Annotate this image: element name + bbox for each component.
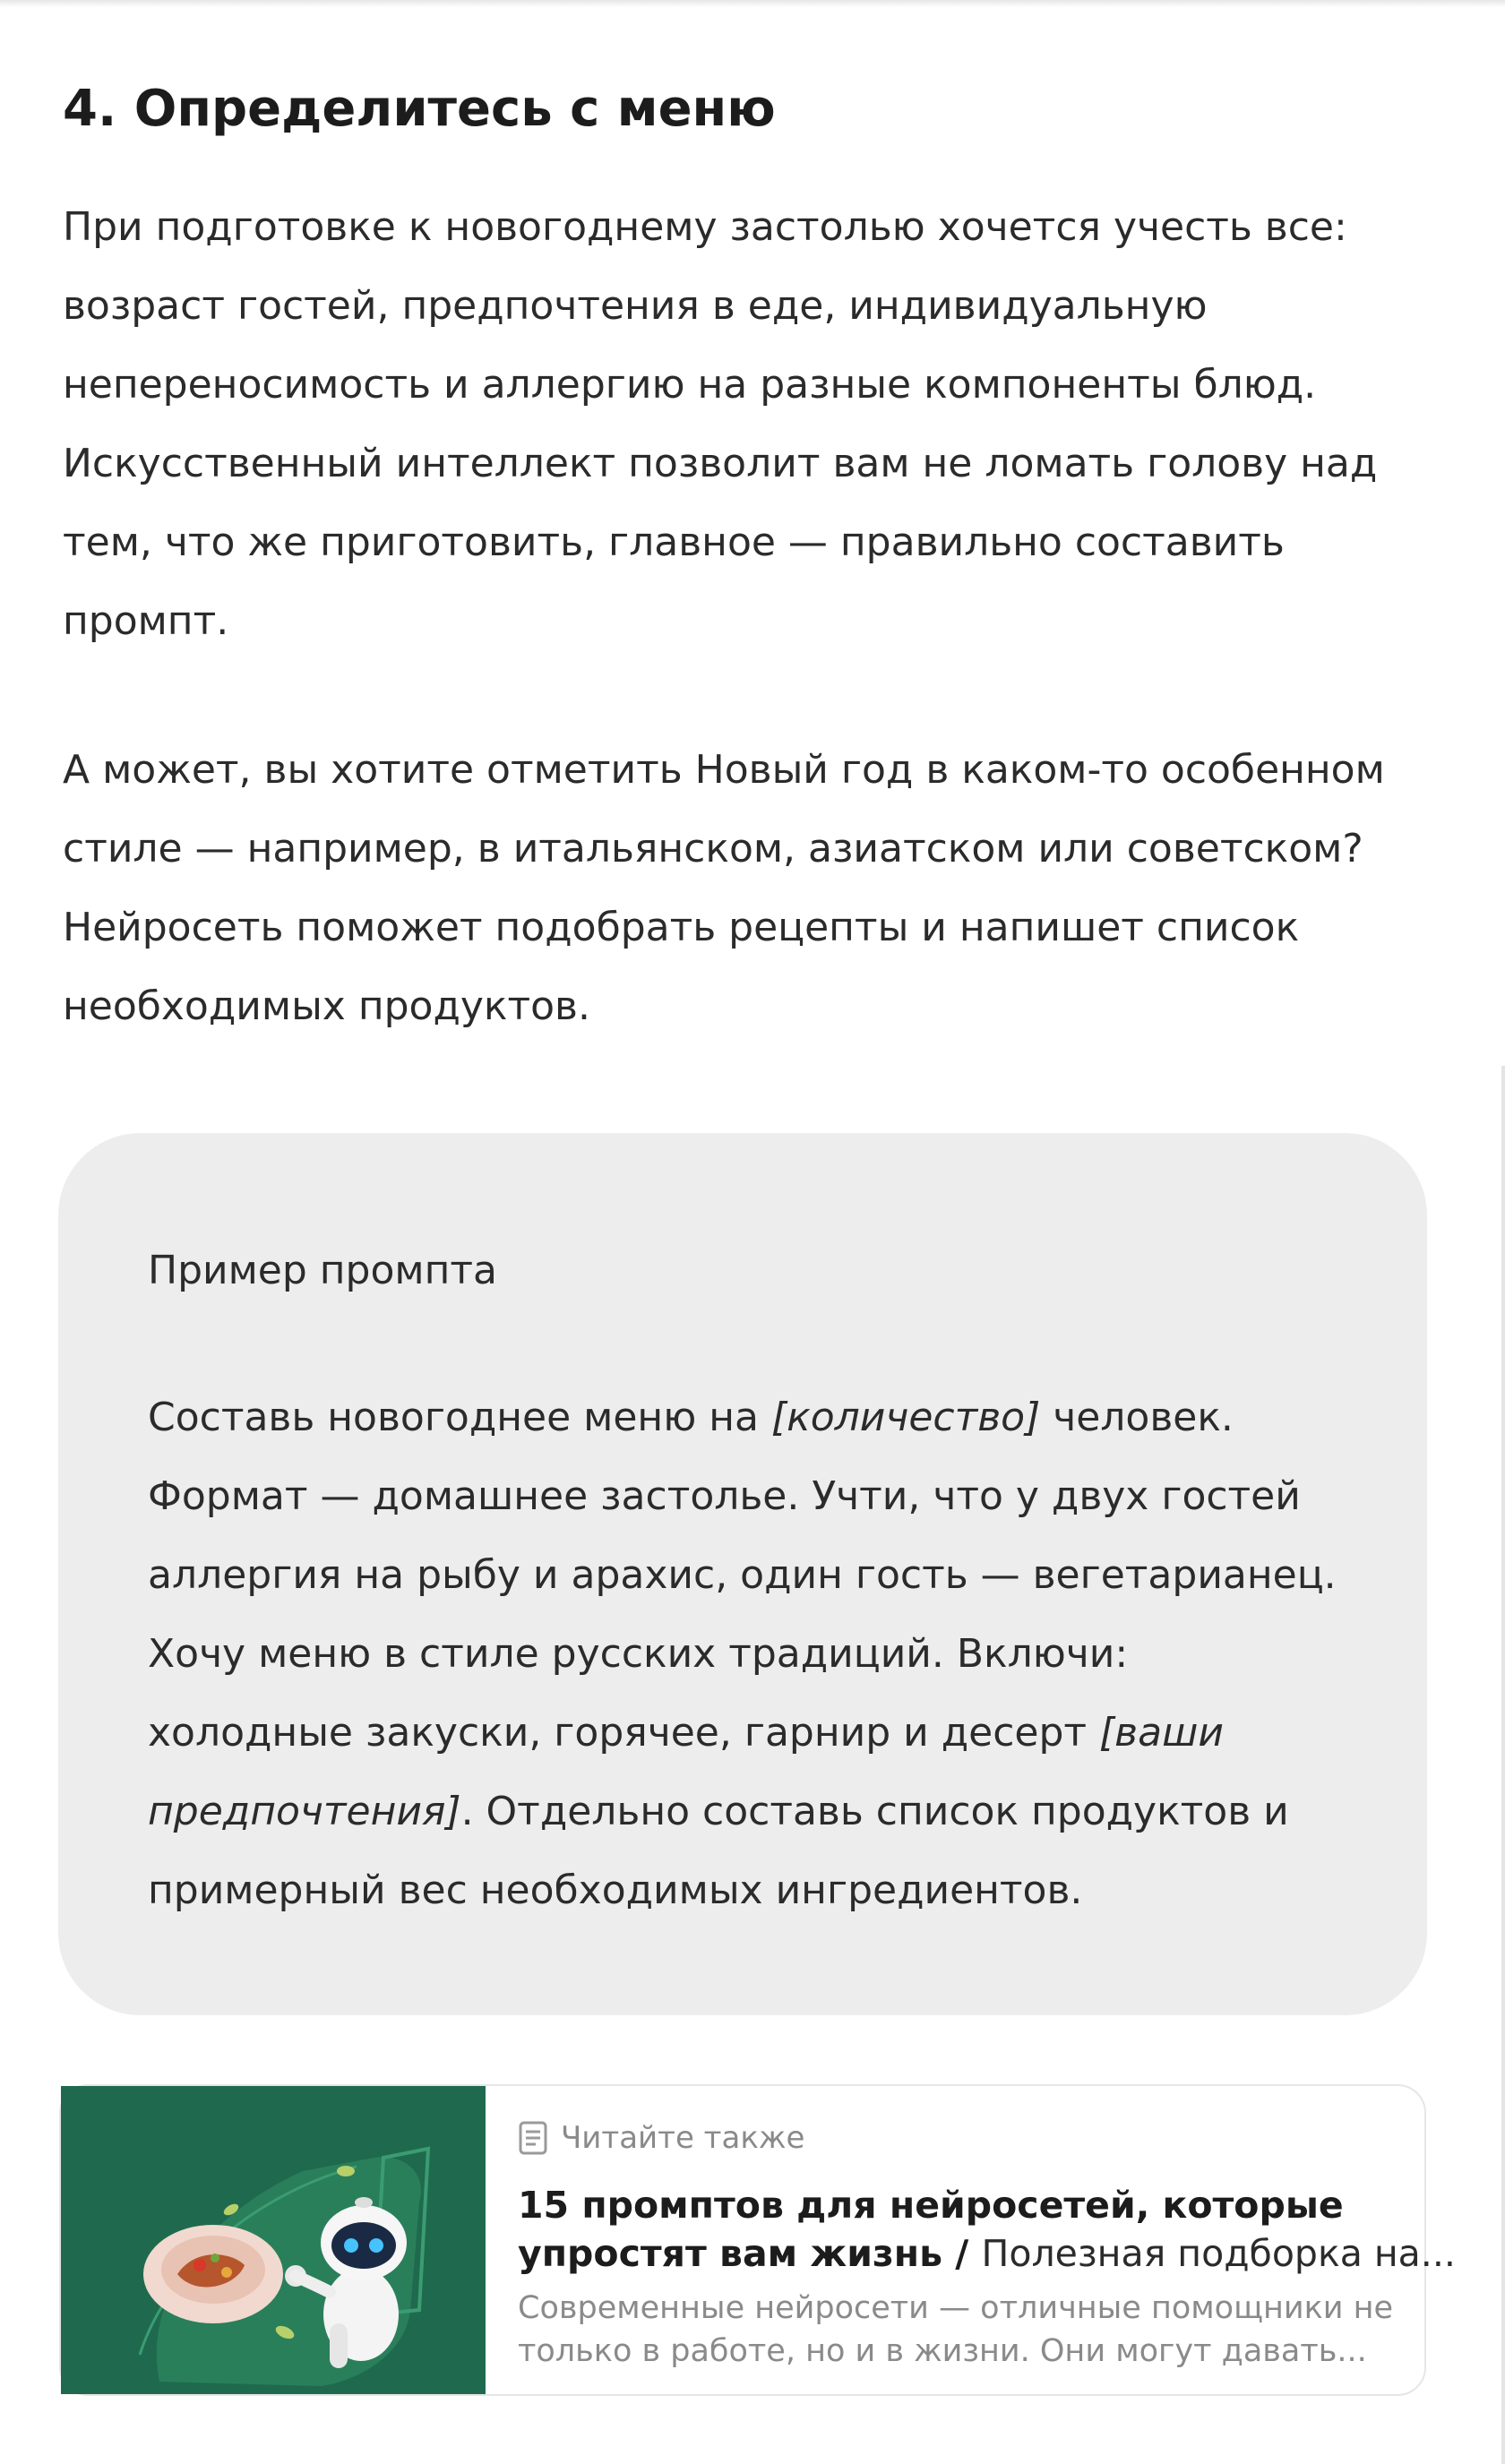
prompt-line: примерный вес необходимых ингредиентов.	[148, 1867, 1083, 1913]
prompt-example-box	[58, 1133, 1427, 2015]
prompt-line: Хочу меню в стиле русских традиций. Включи:	[148, 1631, 1129, 1677]
prompt-example-text	[148, 1378, 1337, 1930]
prompt-placeholder: [количество]	[770, 1395, 1041, 1440]
prompt-example-title: Пример промпта	[148, 1248, 497, 1293]
header-shadow	[0, 0, 1505, 7]
paragraph-style-ideas	[63, 731, 1424, 1046]
prompt-text-fragment: человек.	[1040, 1395, 1234, 1440]
title-line	[518, 2181, 1405, 2229]
related-article-description	[518, 2287, 1405, 2373]
robot-with-plate-illustration	[61, 2086, 486, 2394]
prompt-text-fragment: . Отдельно составь список продуктов и	[460, 1789, 1289, 1834]
description-line: Современные нейросети — отличные помощники не	[518, 2290, 1394, 2326]
paragraph-line: необходимых продуктов.	[63, 983, 590, 1029]
prompt-line	[148, 1773, 1337, 1851]
prompt-line: аллергия на рыбу и арахис, один гость — вегетарианец.	[148, 1552, 1337, 1598]
section-heading: 4. Определитесь с меню	[63, 80, 776, 138]
title-bold: упростят вам жизнь /	[518, 2232, 982, 2275]
related-article-title[interactable]	[518, 2181, 1456, 2278]
paragraph-line: стиле — например, в итальянском, азиатском или советском?	[63, 826, 1363, 871]
paragraph-line: промпт.	[63, 598, 229, 644]
paragraph-line: А может, вы хотите отметить Новый год в каком-то особенном	[63, 747, 1385, 793]
paragraph-line: При подготовке к новогоднему застолью хочется учесть все:	[63, 204, 1347, 250]
prompt-placeholder: предпочтения]	[148, 1789, 461, 1834]
related-article-label: Читайте также	[561, 2120, 805, 2156]
title-subtitle: Полезная подборка на...	[981, 2232, 1456, 2275]
prompt-line	[148, 1378, 1337, 1457]
title-bold: 15 промптов для нейросетей, которые	[518, 2184, 1344, 2227]
related-article-card[interactable]	[59, 2084, 1456, 2396]
prompt-text-fragment: холодные закуски, горячее, гарнир и десерт	[148, 1710, 1100, 1756]
description-line: только в работе, но и в жизни. Они могут давать...	[518, 2333, 1367, 2369]
prompt-placeholder: [ваши	[1099, 1710, 1224, 1756]
prompt-line	[148, 1694, 1337, 1773]
paragraph-line: возраст гостей, предпочтения в еде, индивидуальную	[63, 283, 1208, 329]
title-line	[518, 2229, 1456, 2278]
paragraph-line: Нейросеть поможет подобрать рецепты и напишет список	[63, 905, 1300, 950]
prompt-line: Формат — домашнее застолье. Учти, что у двух гостей	[148, 1473, 1301, 1519]
related-article-body	[518, 2086, 1456, 2394]
paragraph-line: непереносимость и аллергию на разные компоненты блюд.	[63, 362, 1317, 408]
scrollbar-track[interactable]	[1501, 1066, 1505, 2464]
prompt-text-fragment: Составь новогоднее меню на	[148, 1395, 771, 1440]
related-article-meta	[518, 2120, 804, 2156]
paragraph-line: тем, что же приготовить, главное — правильно составить	[63, 519, 1285, 565]
paragraph-menu-intro	[63, 188, 1424, 661]
paragraph-line: Искусственный интеллект позволит вам не ломать голову над	[63, 441, 1378, 486]
related-article-image[interactable]	[61, 2086, 486, 2394]
document-icon	[518, 2120, 548, 2156]
